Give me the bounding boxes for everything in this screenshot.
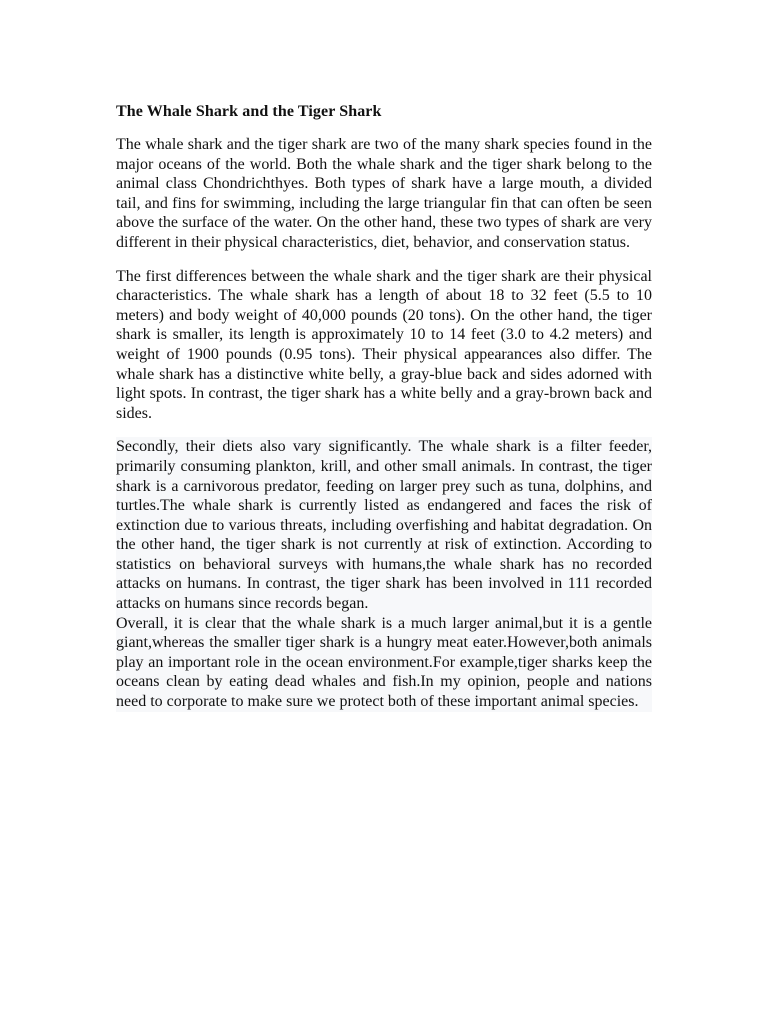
- highlighted-section: [116, 437, 652, 711]
- paragraph-conclusion: Overall, it is clear that the whale shark is a much larger animal,but it is a gentle giant,whereas the smaller tiger shark is a hungry meat eater.However,both animals play an important role in the ocean environment.For example,tiger sharks keep the oceans clean by eating dead whales and fish.In my opinion, people and nations need to corporate to make sure we protect both of these important animal species.: [116, 614, 652, 711]
- paragraph-physical-characteristics: The first differences between the whale shark and the tiger shark are their physical characteristics. The whale shark has a length of about 18 to 32 feet (5.5 to 10 meters) and body weight of 40,000 pounds (20 tons). On the other hand, the tiger shark is smaller, its length is approximately 10 to 14 feet (3.0 to 4.2 meters) and weight of 1900 pounds (0.95 tons). Their physical appearances also differ. The whale shark has a distinctive white belly, a gray-blue back and sides adorned with light spots. In contrast, the tiger shark has a white belly and a gray-brown back and sides.: [116, 267, 652, 422]
- document-page: [116, 102, 652, 712]
- paragraph-spacer: [116, 423, 652, 437]
- paragraph-spacer: [116, 253, 652, 267]
- paragraph-diet-and-status: Secondly, their diets also vary significantly. The whale shark is a filter feeder, primarily consuming plankton, krill, and other small animals. In contrast, the tiger shark is a carnivorous predator, feeding on larger prey such as tuna, dolphins, and turtles.The whale shark is currently listed as endangered and faces the risk of extinction due to various threats, including overfishing and habitat degradation. On the other hand, the tiger shark is not currently at risk of extinction. According to statistics on behavioral surveys with humans,the whale shark has no recorded attacks on humans. In contrast, the tiger shark has been involved in 111 recorded attacks on humans since records began.: [116, 438, 652, 613]
- document-title: The Whale Shark and the Tiger Shark: [116, 103, 382, 120]
- paragraph-introduction: The whale shark and the tiger shark are two of the many shark species found in the major oceans of the world. Both the whale shark and the tiger shark belong to the animal class Chondrichthyes. Both types of shark have a large mouth, a divided tail, and fins for swimming, including the large triangular fin that can often be seen above the surface of the water. On the other hand, these two types of shark are very different in their physical characteristics, diet, behavior, and conservation status.: [116, 136, 652, 251]
